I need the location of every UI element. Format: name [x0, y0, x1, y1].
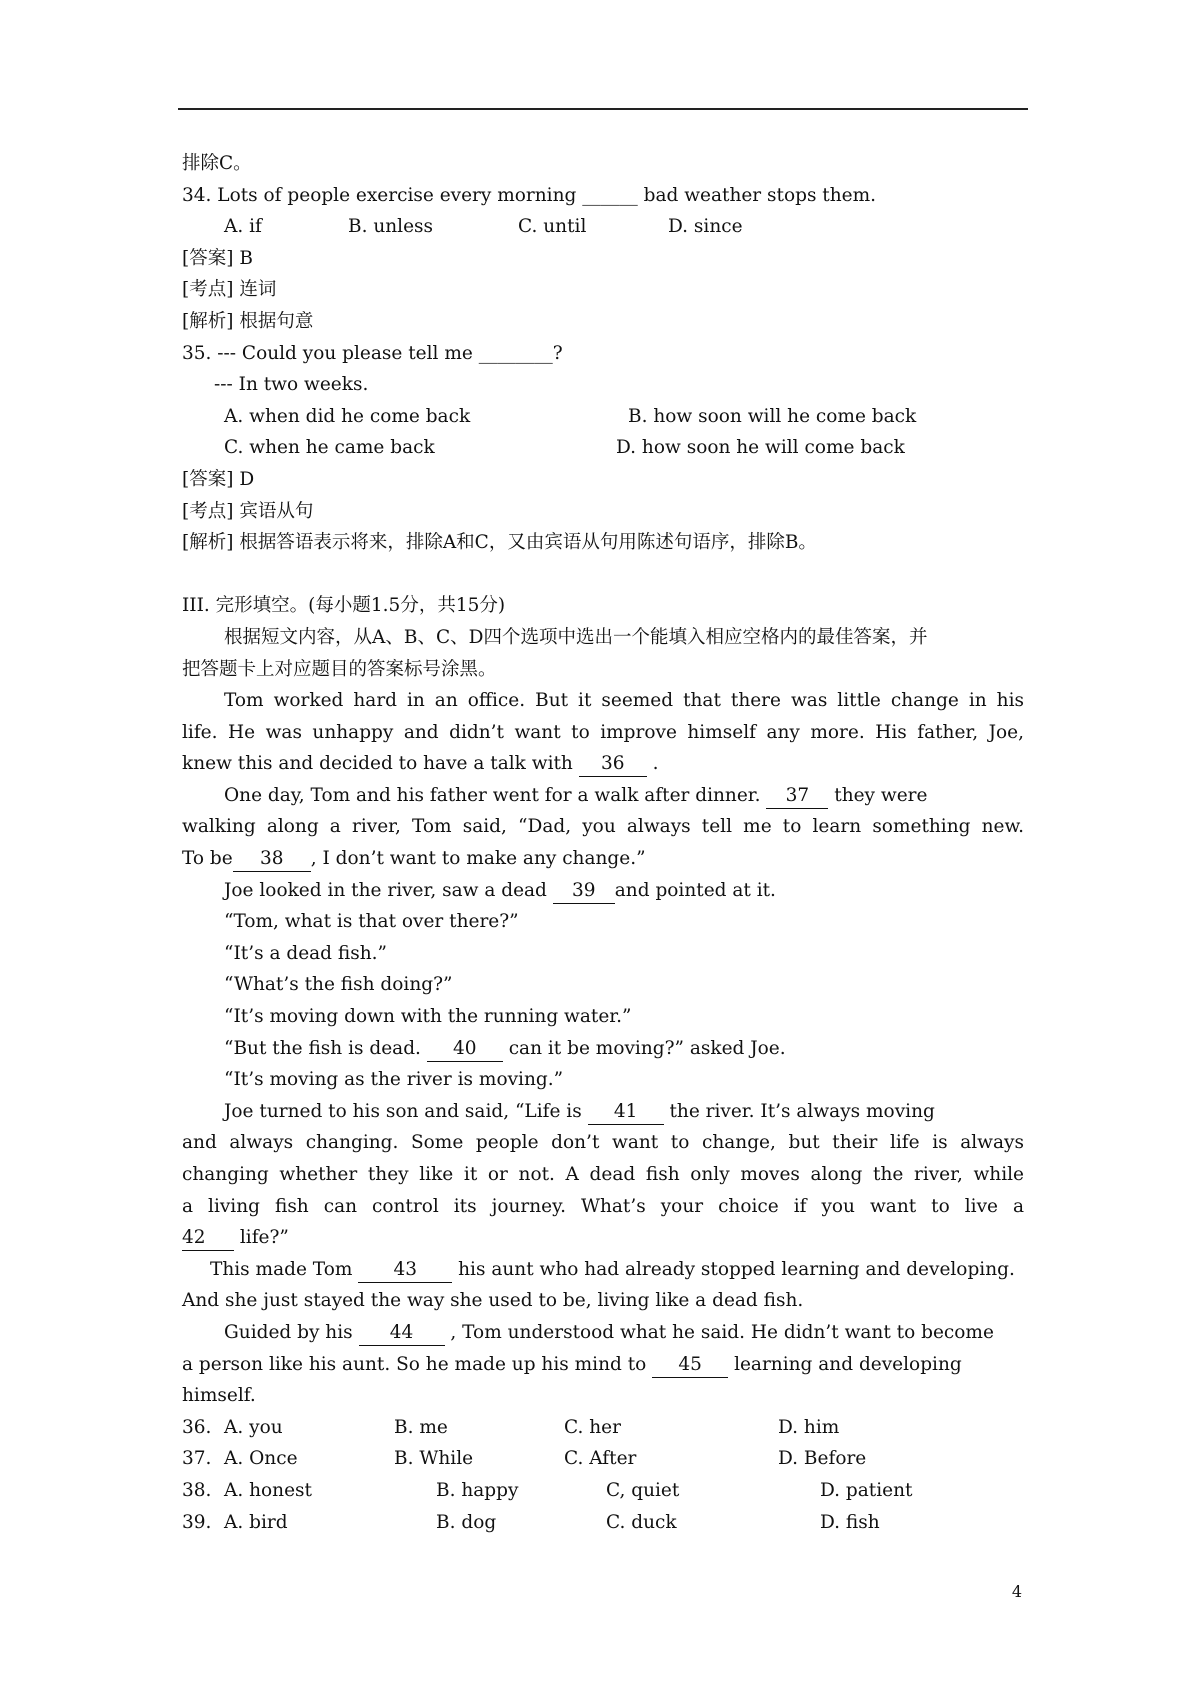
choice-c: C. After [564, 1448, 637, 1470]
q34-options [182, 211, 1024, 243]
p2-l3-post: , I don’t want to make any change.” [310, 848, 646, 870]
blank-41: 41 [588, 1100, 664, 1125]
section3-instruction-2: 把答题卡上对应题目的答案标号涂黑。 [182, 658, 497, 680]
q35-stem-pre: 35. --- Could you please tell me [182, 342, 479, 364]
choice-c: C. her [564, 1416, 621, 1438]
choice-b: B. dog [436, 1511, 497, 1533]
q34-option-a: A. if [224, 216, 262, 238]
choice-b: B. While [394, 1448, 474, 1470]
choice-a: A. bird [224, 1511, 288, 1533]
p6-l2-post: learning and developing [728, 1353, 962, 1375]
choice-a: A. honest [224, 1479, 312, 1501]
choice-row-38 [182, 1475, 1024, 1507]
q35-options-row2 [182, 432, 1024, 464]
choice-b: B. happy [436, 1479, 519, 1501]
choice-num: 38. [182, 1479, 212, 1501]
q35-option-d: D. how soon he will come back [616, 437, 905, 459]
passage-p3 [182, 875, 1024, 907]
blank-39: 39 [553, 879, 615, 904]
p1-l3-post: . [646, 753, 659, 775]
passage-p2-line2: walking along a river, Tom said, “Dad, you always tell me to learn something new. [182, 816, 1024, 838]
q34-option-c: C. until [518, 216, 587, 238]
choice-d: D. fish [820, 1511, 880, 1533]
q35-reply: --- In two weeks. [214, 374, 369, 396]
blank-40: 40 [427, 1037, 503, 1062]
q35-options-row1 [182, 401, 1024, 433]
p5-l1-post: his aunt who had already stopped learning and developing. [452, 1258, 1015, 1280]
blank-38: 38 [233, 847, 311, 872]
q35-stem [182, 338, 1024, 370]
choice-c: C. duck [606, 1511, 677, 1533]
q35-analysis: [解析] 根据答语表示将来，排除A和C，又由宾语从句用陈述句语序，排除B。 [182, 532, 817, 554]
passage-p6-line1 [182, 1317, 1024, 1349]
p3-pre: Joe looked in the river, saw a dead [224, 879, 553, 901]
q35-option-a: A. when did he come back [224, 405, 471, 427]
choice-d: D. him [778, 1416, 840, 1438]
document-body [182, 148, 1024, 1538]
q34-option-d: D. since [668, 216, 743, 238]
q35-answer: [答案] D [182, 468, 255, 490]
q35-stem-post: ? [552, 342, 563, 364]
blank-37: 37 [766, 784, 828, 809]
q34-stem-post: bad weather stops them. [637, 184, 877, 206]
d5-pre: “But the fish is dead. [224, 1037, 427, 1059]
d5-post: can it be moving?” asked Joe. [502, 1037, 786, 1059]
p4-l1-post: the river. It’s always moving [663, 1100, 935, 1122]
q35-option-b: B. how soon will he come back [628, 405, 917, 427]
dialogue-1: “Tom, what is that over there?” [224, 911, 519, 933]
page-number: 4 [1011, 1582, 1022, 1601]
passage-p1-line3 [182, 748, 1024, 780]
p4-l1-pre: Joe turned to his son and said, “Life is [224, 1100, 588, 1122]
passage-p4-line5 [182, 1222, 1024, 1254]
p6-l1-post: , Tom understood what he said. He didn’t want to become [444, 1321, 994, 1343]
passage-p2-line1 [182, 780, 1024, 812]
passage-p4-line3: changing whether they like it or not. A dead fish only moves along the river, while [182, 1164, 1024, 1185]
passage-p4-line4: a living fish can control its journey. What’s your choice if you want to live a [182, 1195, 1024, 1217]
choice-b: B. me [394, 1416, 448, 1438]
p1-l3-pre: knew this and decided to have a talk with [182, 753, 579, 775]
q35-option-c: C. when he came back [224, 437, 435, 459]
q34-answer: [答案] B [182, 247, 253, 269]
q34-stem-pre: 34. Lots of people exercise every morning [182, 184, 583, 206]
p2-l3-pre: To be [182, 848, 233, 870]
passage-p2-line3 [182, 843, 1024, 875]
p2-l1-post: they were [828, 784, 928, 806]
q35-point: [考点] 宾语从句 [182, 500, 314, 522]
passage-p1-line2: life. He was unhappy and didn’t want to improve himself any more. His father, Joe, [182, 721, 1024, 743]
dialogue-4: “It’s moving down with the running water.” [224, 1006, 632, 1028]
p6-l2-pre: a person like his aunt. So he made up his mind to [182, 1353, 653, 1375]
choice-d: D. patient [820, 1479, 913, 1501]
choice-a: A. Once [224, 1448, 298, 1470]
passage-p4-line1 [182, 1096, 1024, 1128]
top-text: 排除C。 [182, 153, 252, 174]
p2-l1-pre: One day, Tom and his father went for a walk after dinner. [224, 784, 767, 806]
section3-title: III. 完形填空。(每小题1.5分，共15分) [182, 595, 506, 617]
dialogue-5 [182, 1033, 1024, 1065]
q34-stem [182, 180, 1024, 212]
header-rule [178, 108, 1028, 110]
passage-p5-line2: And she just stayed the way she used to be, living like a dead fish. [182, 1290, 804, 1312]
choice-row-36 [182, 1412, 1024, 1444]
blank-44: 44 [359, 1321, 445, 1346]
choice-row-39 [182, 1507, 1024, 1539]
passage-p4-line2: and always changing. Some people don’t want to change, but their life is always [182, 1132, 1024, 1154]
choice-num: 39. [182, 1511, 212, 1533]
blank-45: 45 [652, 1353, 728, 1378]
blank-36: 36 [579, 752, 647, 777]
p5-l1-pre: This made Tom [210, 1258, 359, 1280]
choice-c: C, quiet [606, 1479, 680, 1501]
blank-43: 43 [358, 1258, 452, 1283]
blank-42: 42 [182, 1226, 234, 1251]
dialogue-6: “It’s moving as the river is moving.” [224, 1069, 564, 1091]
passage-p5-line1 [182, 1254, 1024, 1286]
passage-p1-line1: Tom worked hard in an office. But it seemed that there was little change in his [224, 690, 1024, 712]
choice-a: A. you [224, 1416, 283, 1438]
passage-p6-line2 [182, 1349, 1024, 1381]
q34-analysis: [解析] 根据句意 [182, 310, 314, 332]
dialogue-2: “It’s a dead fish.” [224, 942, 387, 964]
q34-stem-blank: ______ [582, 184, 638, 206]
choice-num: 36. [182, 1416, 212, 1438]
choice-row-37 [182, 1443, 1024, 1475]
p4-l5-post: life?” [234, 1227, 289, 1249]
p3-post: and pointed at it. [614, 879, 776, 901]
passage-p6-line3: himself. [182, 1385, 256, 1407]
p6-l1-pre: Guided by his [224, 1321, 359, 1343]
q35-stem-blank: ________ [478, 342, 553, 364]
choice-d: D. Before [778, 1448, 867, 1470]
dialogue-3: “What’s the fish doing?” [224, 974, 453, 996]
q34-point: [考点] 连词 [182, 279, 277, 301]
choice-num: 37. [182, 1448, 212, 1470]
section3-instruction-1: 根据短文内容，从A、B、C、D四个选项中选出一个能填入相应空格内的最佳答案，并 [224, 626, 928, 648]
q34-option-b: B. unless [348, 216, 434, 238]
